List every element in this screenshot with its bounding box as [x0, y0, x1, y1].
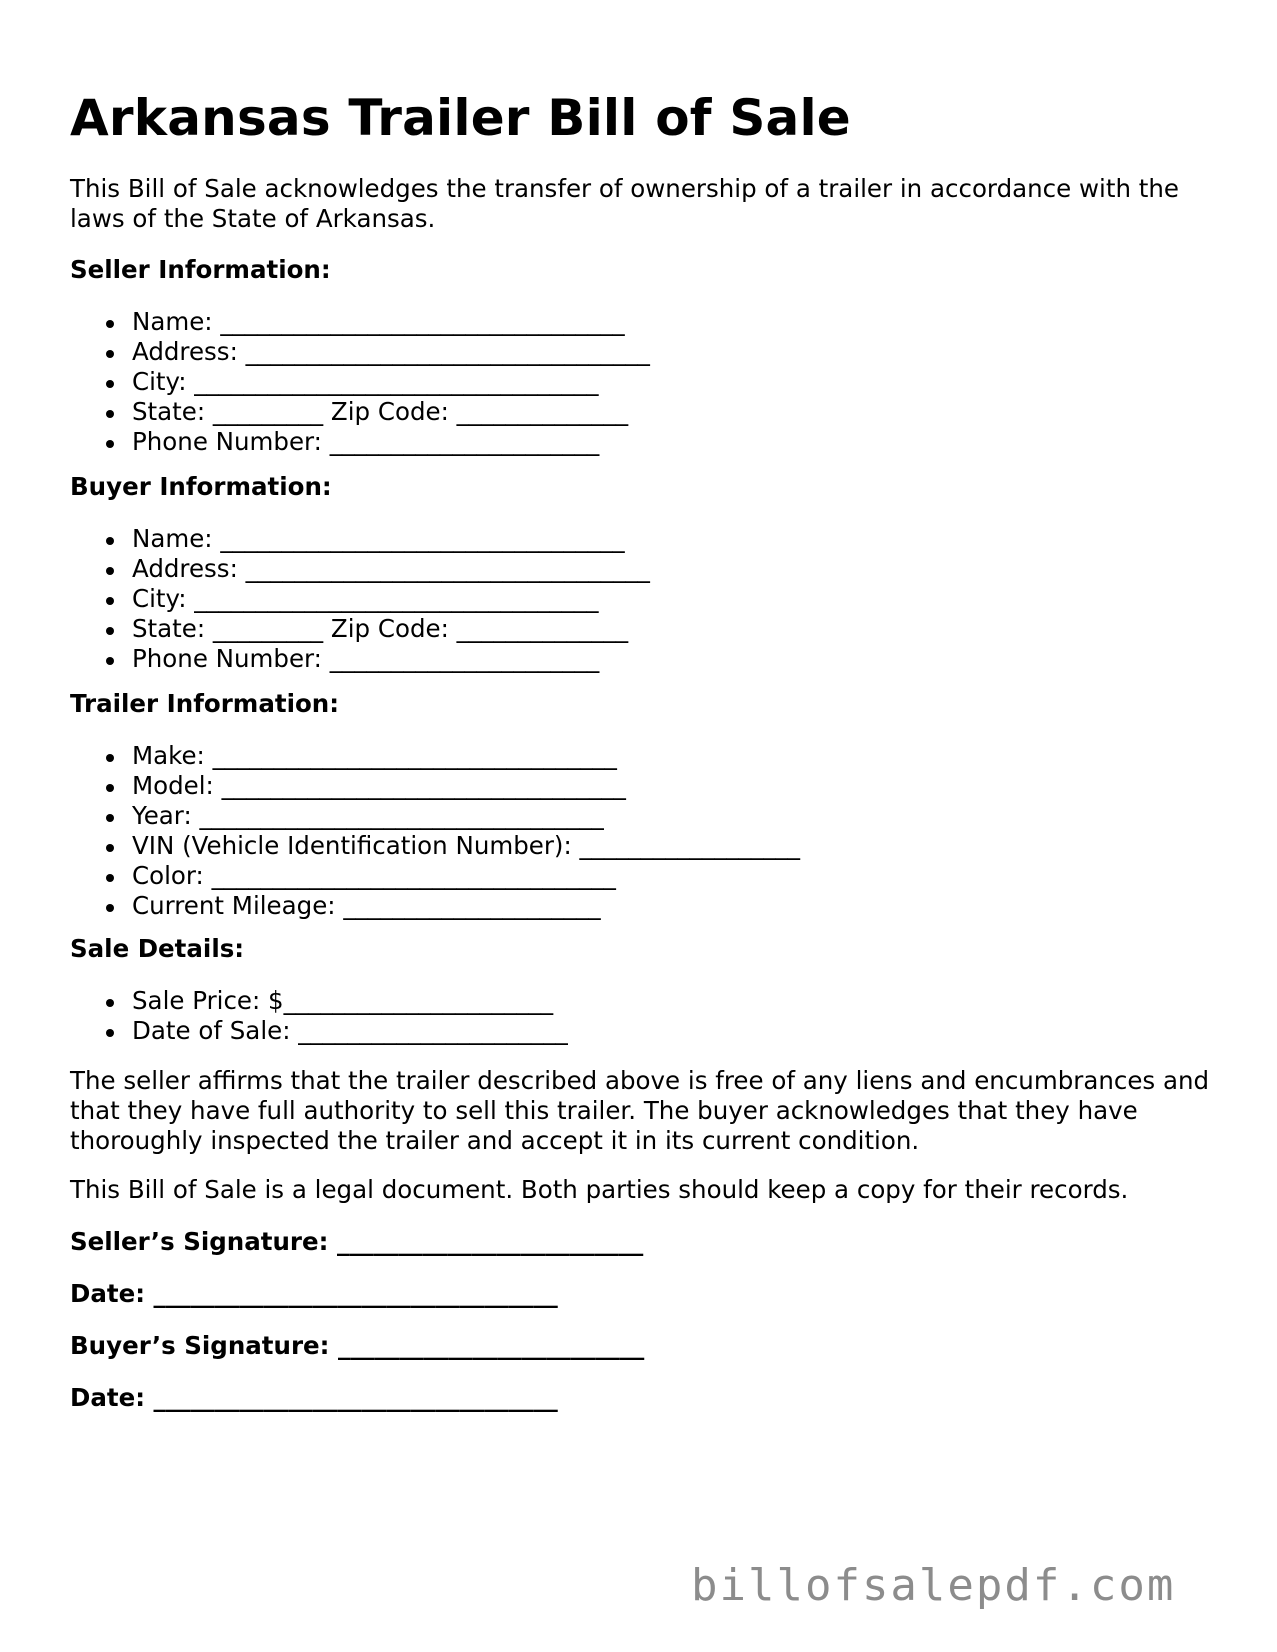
affirmation-paragraph: The seller affirms that the trailer described above is free of any liens and encumbrances and that they have full authority to sell this trailer. The buyer acknowledges that they have thoroughly inspected the trailer and accept it in its current condition. — [70, 1066, 1210, 1155]
buyer-phone-field: Phone Number: ______________________ — [70, 644, 650, 674]
buyer-state-zip-field: State: _________ Zip Code: ______________ — [70, 614, 650, 644]
seller-state-zip-field: State: _________ Zip Code: ______________ — [70, 397, 650, 427]
sale-fields-list — [70, 986, 568, 1046]
trailer-make-field: Make: _________________________________ — [70, 741, 800, 771]
buyer-fields-list — [70, 524, 650, 674]
trailer-fields-list — [70, 741, 800, 921]
site-watermark: billofsalepdf.com — [691, 1560, 1176, 1611]
buyer-section-heading: Buyer Information: — [70, 472, 332, 501]
legal-note-paragraph: This Bill of Sale is a legal document. Both parties should keep a copy for their records. — [70, 1175, 1129, 1204]
seller-fields-list — [70, 307, 650, 457]
trailer-model-field: Model: _________________________________ — [70, 771, 800, 801]
trailer-color-field: Color: _________________________________ — [70, 861, 800, 891]
seller-signature-line: Seller’s Signature: _________________________ — [70, 1227, 644, 1256]
sale-price-field: Sale Price: $______________________ — [70, 986, 568, 1016]
sale-date-field: Date of Sale: ______________________ — [70, 1016, 568, 1046]
buyer-city-field: City: _________________________________ — [70, 584, 650, 614]
sale-section-heading: Sale Details: — [70, 934, 245, 963]
buyer-address-field: Address: _________________________________ — [70, 554, 650, 584]
document-title: Arkansas Trailer Bill of Sale — [70, 89, 851, 147]
seller-phone-field: Phone Number: ______________________ — [70, 427, 650, 457]
trailer-vin-field: VIN (Vehicle Identification Number): __________________ — [70, 831, 800, 861]
trailer-mileage-field: Current Mileage: _____________________ — [70, 891, 800, 921]
seller-city-field: City: _________________________________ — [70, 367, 650, 397]
intro-paragraph: This Bill of Sale acknowledges the transfer of ownership of a trailer in accordance with the laws of the State of Arkansas. — [70, 174, 1179, 233]
trailer-section-heading: Trailer Information: — [70, 689, 340, 718]
trailer-year-field: Year: _________________________________ — [70, 801, 800, 831]
buyer-date-line: Date: _________________________________ — [70, 1383, 558, 1412]
seller-date-line: Date: _________________________________ — [70, 1279, 558, 1308]
buyer-signature-line: Buyer’s Signature: _________________________ — [70, 1331, 645, 1360]
buyer-name-field: Name: _________________________________ — [70, 524, 650, 554]
seller-name-field: Name: _________________________________ — [70, 307, 650, 337]
seller-section-heading: Seller Information: — [70, 255, 331, 284]
seller-address-field: Address: _________________________________ — [70, 337, 650, 367]
